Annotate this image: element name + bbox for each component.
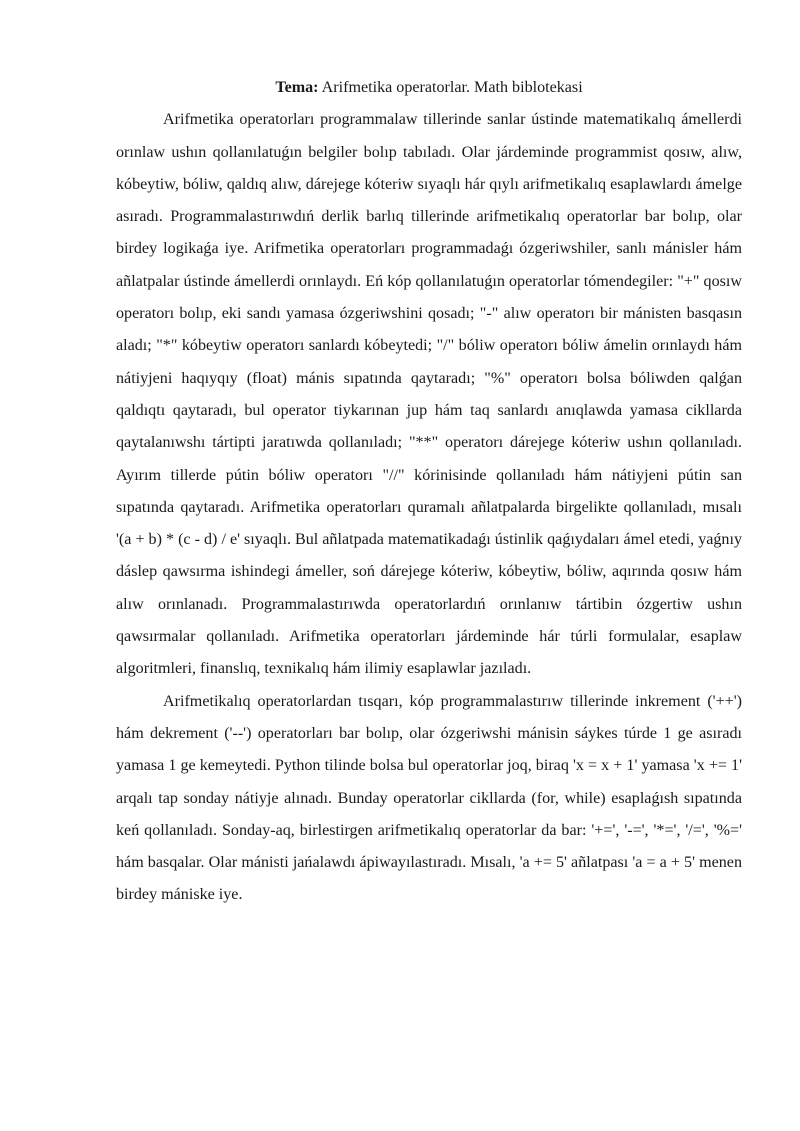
document-title [116,72,742,104]
title-text: Arifmetika operatorlar. Math biblotekasi [321,79,583,96]
paragraph-arithmetic-operators: Arifmetika operatorları programmalaw tillerinde sanlar ústinde matematikalıq ámellerdi orınlaw ushın qollanılatuǵın belgiler bolıp tabıladı. Olar járdeminde programmist qosıw, alıw, kóbeytiw, bóliw, qaldıq alıw, dárejege kóteriw sıyaqlı hár qıylı arifmetikalıq esaplawlardı ámelge asıradı. Programmalastırıwdıń derlik barlıq tillerinde arifmetikalıq operatorlar bar bolıp, olar birdey logikaǵa iye. Arifmetika operatorları programmadaǵı ózgeriwshiler, sanlı mánisler hám añlatpalar ústinde ámellerdi orınlaydı. Eń kóp qollanılatuǵın operatorlar tómendegiler: "+" qosıw operatorı bolıp, eki sandı yamasa ózgeriwshini qosadı; "-" alıw operatorı bir mánisten basqasın aladı; "*" kóbeytiw operatorı sanlardı kóbeytedi; "/" bóliw operatorı bóliw ámelin orınlaydı hám nátiyjeni haqıyqıy (float) mánis sıpatında qaytaradı; "%" operatorı bolsa bóliwden qalǵan qaldıqtı qaytaradı, bul operator tiykarınan jup hám taq sanlardı anıqlawda yamasa cikllarda qaytalanıwshı tártipti jaratıwda qollanıladı; "**" operatorı dárejege kóteriw ushın qollanıladı. Ayırım tillerde pútin bóliw operatorı "//" kórinisinde qollanıladı hám nátiyjeni pútin san sıpatında qaytaradı. Arifmetika operatorları quramalı añlatpalarda birgelikte qollanıladı, mısalı '(a + b) * (c - d) / e' sıyaqlı. Bul añlatpada matematikadaǵı ústinlik qaǵıydaları ámel etedi, yaǵnıy dáslep qawsırma ishindegi ámeller, soń dárejege kóteriw, kóbeytiw, bóliw, aqırında qosıw hám alıw orınlanadı. Programmalastırıwda operatorlardıń orınlanıw tártibin ózgertiw ushın qawsırmalar qollanıladı. Arifmetika operatorları járdeminde hár túrli formulalar, esaplaw algoritmleri, finanslıq, texnikalıq hám ilimiy esaplawlar jazıladı. [116,111,742,678]
document-page [116,72,742,912]
paragraph-increment-operators: Arifmetikalıq operatorlardan tısqarı, kóp programmalastırıw tillerinde inkrement ('++') hám dekrement ('--') operatorları bar bolıp, olar ózgeriwshi mánisin sáykes túrde 1 ge asıradı yamasa 1 ge kemeytedi. Python tilinde bolsa bul operatorlar joq, biraq 'x = x + 1' yamasa 'x += 1' arqalı tap sonday nátiyje alınadı. Bunday operatorlar cikllarda (for, while) esaplaǵısh sıpatında keń qollanıladı. Sonday-aq, birlestirgen arifmetikalıq operatorlar da bar: '+=', '-=', '*=', '/=', '%=' hám basqalar. Olar mánisti jańalawdı ápiwayılastıradı. Mısalı, 'a += 5' añlatpası 'a = a + 5' menen birdey mániske iye. [116,692,742,904]
title-label: Tema: [275,79,319,96]
